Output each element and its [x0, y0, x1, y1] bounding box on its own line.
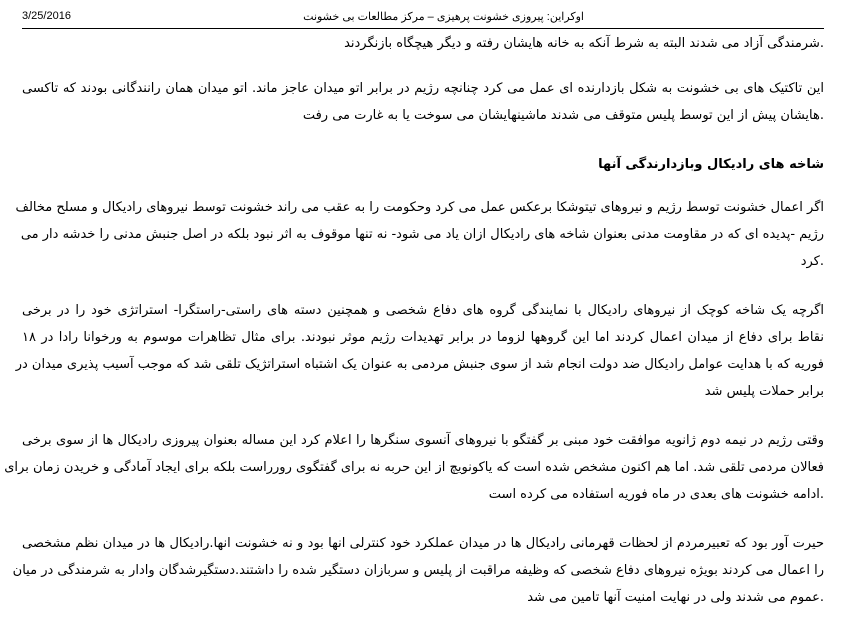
paragraph-line: .شرمندگی آزاد می شدند البته به شرط آنکه به خانه هایشان رفته و دیگر هیچگاه بازنگردند: [344, 36, 824, 51]
paragraph-line: اگر اعمال خشونت توسط رژیم و نیروهای تیتوشکا برعکس عمل می کرد وحکومت را به عقب می راند خشونت توسط نیروهای رادیکال و مسلح مخالف: [15, 200, 824, 215]
paragraph-line: را اعمال می کردند بویژه نیروهای دفاع شخصی که وظیفه مراقبت از پلیس و سربازان دستگیر شده را داشتند.دستگیرشدگان وادار به شرمندگی در میان: [12, 563, 824, 578]
paragraph: [4, 427, 824, 508]
paragraph: [12, 530, 824, 611]
paragraph: [22, 75, 824, 129]
paragraph-line: فعالان مردمی تلقی شد. اما هم اکنون مشخص شده است که یاکونویچ از این حربه نه برای گفتگوی رورراست بلکه برای ایجاد آمادگی و خریدن زمان برای: [4, 460, 824, 475]
paragraph-line: اگرچه یک شاخه کوچک از نیروهای رادیکال با نمایندگی گروه های دفاع شخصی و همچنین دسته های راستی-راستگرا- استراتژی خود را در برخی: [22, 303, 824, 318]
paragraph-line: برابر حملات پلیس شد: [704, 384, 824, 399]
paragraph-line: حیرت آور بود که تعبیرمردم از لحظات قهرمانی رادیکال ها در میدان عملکرد خود کنترلی انها بود و نه خشونت انها.رادیکال ها در میدان نظم مشخصی: [22, 536, 824, 551]
paragraph-line: وقتی رژیم در نیمه دوم ژانویه موافقت خود مبنی بر گفتگو با نیروهای آنسوی سنگرها را اعلام کرد این مساله بعنوان پیروزی رادیکال ها از سوی برخی: [22, 433, 824, 448]
paragraph: [22, 30, 824, 57]
header-date: 3/25/2016: [22, 10, 71, 22]
paragraph-line: نقاط برای دفاع از میدان اعمال کردند اما این گروهها لزوما در برابر تهدیدات رژیم موثر نبودند. برای مثال تظاهرات موسوم به ورخوانا رادا در ۱۸: [22, 330, 824, 345]
paragraph-line: .ادامه خشونت های بعدی در ماه فوریه استفاده می کرده است: [488, 487, 824, 502]
document-body: [4, 30, 824, 632]
paragraph-line: .عموم می شدند ولی در نهایت امنیت آنها تامین می شد: [527, 590, 824, 605]
paragraph: [15, 194, 824, 275]
paragraph-line: این تاکتیک های بی خشونت به شکل بازدارنده ای عمل می کرد چنانچه رژیم در برابر اتو میدان عاجز ماند. اتو میدان همان رانندگانی بودند که تاکسی: [22, 81, 824, 96]
section-heading: شاخه های رادیکال وبازدارندگی آنها: [598, 157, 824, 172]
paragraph-line: .کرد: [800, 254, 824, 269]
page-header: [22, 6, 824, 29]
paragraph: [15, 297, 824, 405]
paragraph-line: فوریه که با هدایت عوامل رادیکال ضد دولت انجام شد از سوی جنبش مردمی به عنوان یک اشتباه استراتژیک تلقی شد که موجب آسیب پذیری میدان در: [15, 357, 824, 372]
paragraph-line: رژیم -پدیده ای که در مقاومت مدنی بعنوان شاخه های رادیکال ازان یاد می شود- نه تنها موقوف به اثر نبود بلکه در اصل جنبش مدنی را خدشه دار می: [20, 227, 824, 242]
header-title: اوکراین: پیروزی خشونت پرهیزی – مرکز مطالعات بی خشونت: [303, 11, 584, 23]
paragraph-line: .هایشان پیش از این توسط پلیس متوقف می شدند ماشینهایشان می سوخت یا به غارت می رفت: [302, 108, 824, 123]
